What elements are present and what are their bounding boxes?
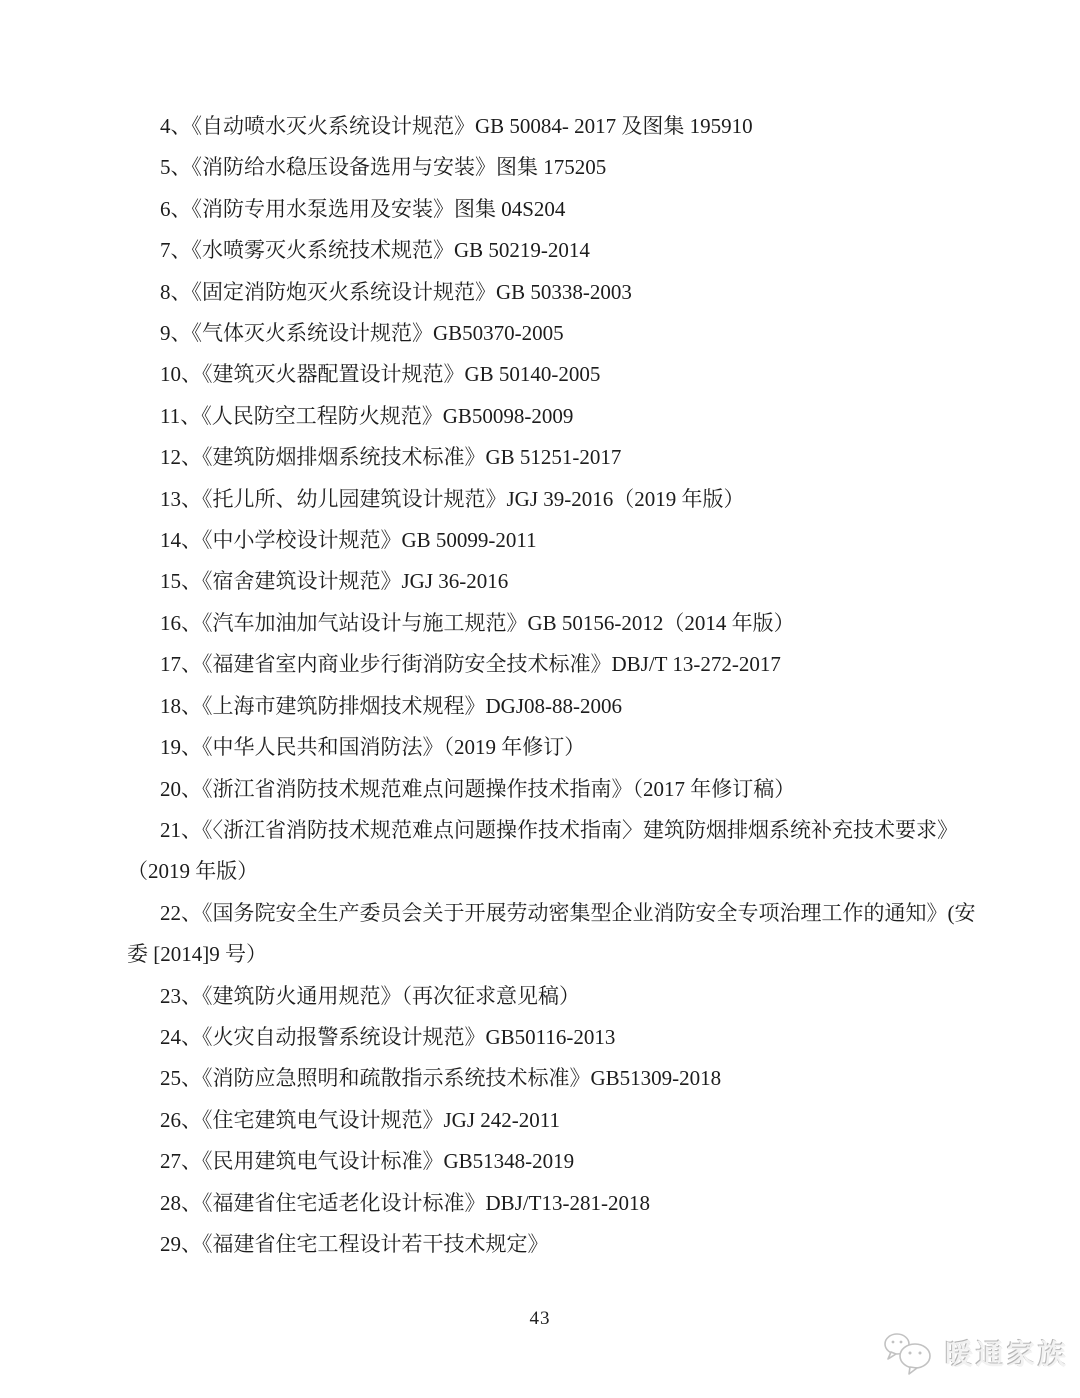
list-item-12: 12、《建筑防烟排烟系统技术标准》GB 51251-2017 [160, 445, 622, 470]
list-item-18: 18、《上海市建筑防排烟技术规程》DGJ08-88-2006 [160, 693, 622, 718]
list-item-09: 9、《气体灭火系统设计规范》GB50370-2005 [160, 321, 564, 346]
wechat-icon [882, 1331, 936, 1375]
list-item-26: 26、《住宅建筑电气设计规范》JGJ 242-2011 [160, 1107, 560, 1132]
list-item-17: 17、《福建省室内商业步行街消防安全技术标准》DBJ/T 13-272-2017 [160, 652, 781, 677]
list-item-20: 20、《浙江省消防技术规范难点问题操作技术指南》（2017 年修订稿） [160, 776, 796, 801]
list-item-25: 25、《消防应急照明和疏散指示系统技术标准》GB51309-2018 [160, 1066, 722, 1091]
list-item-21: 21、《〈浙江省消防技术规范难点问题操作技术指南〉建筑防烟排烟系统补充技术要求》 [160, 817, 958, 842]
list-item-10: 10、《建筑灭火器配置设计规范》GB 50140-2005 [160, 362, 601, 387]
list-item-07: 7、《水喷雾灭火系统技术规范》GB 50219-2014 [160, 238, 590, 263]
list-item-15: 15、《宿舍建筑设计规范》JGJ 36-2016 [160, 569, 509, 594]
list-item-14: 14、《中小学校设计规范》GB 50099-2011 [160, 528, 537, 553]
list-item-05: 5、《消防给水稳压设备选用与安装》图集 175205 [160, 155, 607, 180]
watermark-label: 暖通家族 [945, 1339, 1070, 1370]
list-item-13: 13、《托儿所、幼儿园建筑设计规范》JGJ 39-2016（2019 年版） [160, 486, 745, 511]
list-item-06: 6、《消防专用水泵选用及安装》图集 04S204 [160, 196, 566, 221]
page-number: 43 [529, 1308, 551, 1329]
list-item-28: 28、《福建省住宅适老化设计标准》DBJ/T13-281-2018 [160, 1190, 650, 1215]
list-item-16: 16、《汽车加油加气站设计与施工规范》GB 50156-2012（2014 年版） [160, 610, 795, 635]
list-item-11: 11、《人民防空工程防火规范》GB50098-2009 [160, 403, 574, 428]
list-item-29: 29、《福建省住宅工程设计若干技术规定》 [160, 1231, 549, 1256]
list-item-27: 27、《民用建筑电气设计标准》GB51348-2019 [160, 1149, 575, 1174]
list-item-21-continuation: （2019 年版） [127, 859, 259, 884]
list-item-23: 23、《建筑防火通用规范》（再次征求意见稿） [160, 983, 580, 1008]
watermark [882, 1331, 1069, 1375]
list-item-22-continuation: 委 [2014]9 号） [127, 942, 267, 967]
list-item-24: 24、《火灾自动报警系统设计规范》GB50116-2013 [160, 1024, 616, 1049]
list-item-04: 4、《自动喷水灭火系统设计规范》GB 50084- 2017 及图集 195910 [160, 114, 753, 138]
list-item-22: 22、《国务院安全生产委员会关于开展劳动密集型企业消防安全专项治理工作的通知》(安 [160, 900, 976, 925]
list-item-08: 8、《固定消防炮灭火系统设计规范》GB 50338-2003 [160, 279, 632, 304]
reference-list [127, 106, 997, 1265]
list-item-19: 19、《中华人民共和国消防法》（2019 年修订） [160, 735, 586, 760]
